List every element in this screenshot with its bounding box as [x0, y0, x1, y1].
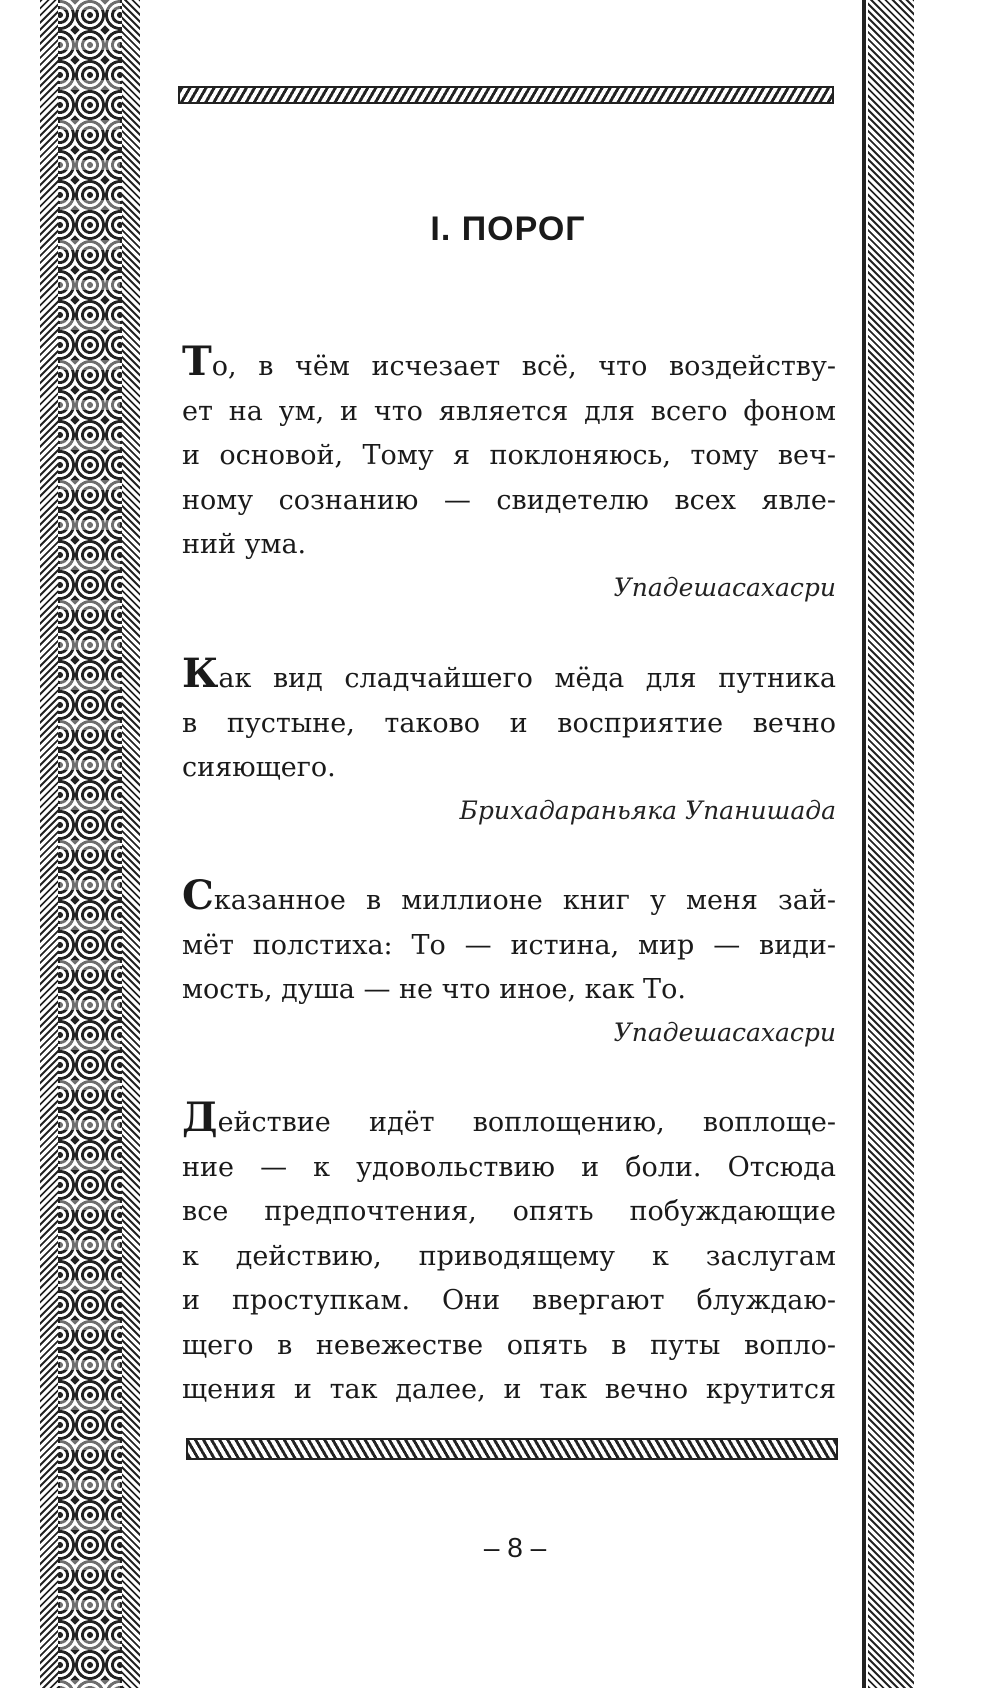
text-line: о, в чём исчезает всё, что воздейству- [211, 351, 836, 382]
text-line: ет на ум, и что является для всего фоном [182, 395, 836, 427]
quote-1 [182, 340, 836, 608]
chapter-title: I. ПОРОГ [430, 210, 586, 248]
text-line: мёт полстиха: То — истина, мир — види- [182, 929, 836, 961]
text-line: ак вид сладчайшего мёда для путника [218, 663, 836, 694]
quote-3 [182, 874, 836, 1053]
text-line: и основой, Тому я поклоняюсь, тому веч- [182, 440, 836, 471]
text-line: мость, душа — не что иное, как То. [182, 974, 686, 1005]
ornamental-border-left [40, 0, 140, 1688]
text-line: ействие идёт воплощению, воплоще- [217, 1107, 836, 1138]
quote-source: Упадешасахасри [613, 572, 836, 602]
text-line: щего в невежестве опять в путы вопло- [182, 1329, 836, 1361]
text-line: все предпочтения, опять побуждающие [182, 1196, 836, 1227]
ornamental-header-bar [178, 86, 834, 104]
text-line: ний ума. [182, 529, 307, 560]
text-line: ному сознанию — свидетелю всех явле- [182, 484, 836, 516]
quote-4 [182, 1096, 836, 1413]
ornamental-border-right [868, 0, 914, 1688]
text-line: сияющего. [182, 752, 336, 783]
page-number: – 8 – [483, 1532, 547, 1563]
text-line: в пустыне, таково и восприятие вечно [182, 707, 836, 739]
quote-2 [182, 652, 836, 831]
drop-cap: Т [182, 338, 212, 385]
ornamental-footer-bar [186, 1438, 838, 1460]
text-line: ние — к удовольствию и боли. Отсюда [182, 1151, 836, 1183]
text-line: казанное в миллионе книг у меня зай- [213, 885, 836, 916]
drop-cap: К [182, 650, 219, 697]
drop-cap: С [182, 872, 214, 919]
text-line: щения и так далее, и так вечно крутится [182, 1374, 836, 1405]
text-line: к действию, приводящему к заслугам [182, 1240, 836, 1272]
drop-cap: Д [182, 1094, 218, 1141]
quote-source: Брихадараньяка Упанишада [459, 795, 836, 825]
quote-source: Упадешасахасри [613, 1017, 836, 1047]
text-line: и проступкам. Они ввергают блуждаю- [182, 1285, 836, 1316]
